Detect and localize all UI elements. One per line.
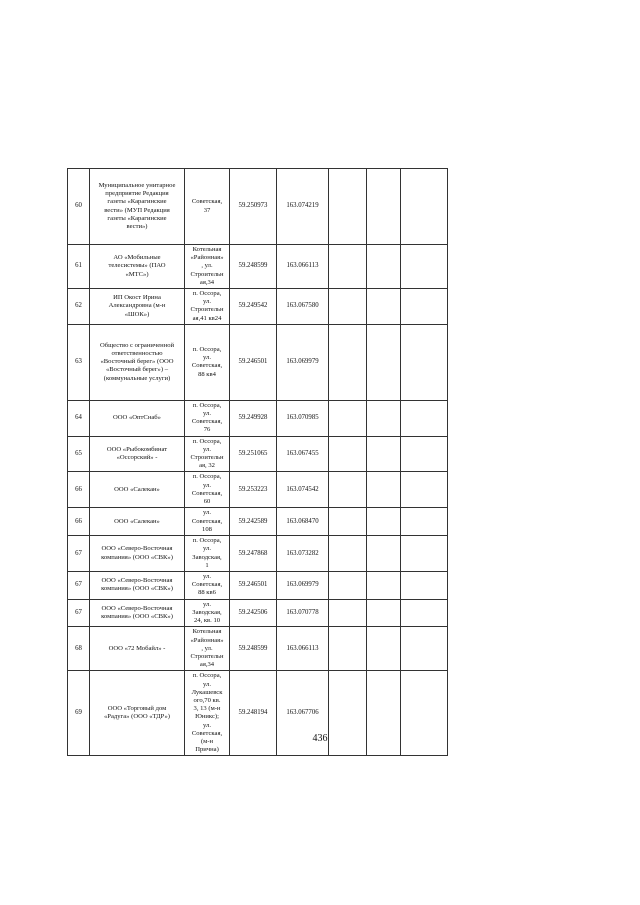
longitude-cell: 163.070778 <box>277 599 329 627</box>
table-body <box>68 169 448 756</box>
latitude-cell: 59.242506 <box>230 599 277 627</box>
latitude-cell: 59.251065 <box>230 436 277 472</box>
empty-cell <box>329 536 367 572</box>
latitude-cell: 59.250973 <box>230 169 277 245</box>
organization-name-cell: ООО «Салекан» <box>90 508 185 536</box>
table-row <box>68 245 448 289</box>
longitude-cell: 163.074542 <box>277 472 329 508</box>
address-cell: п. Оссора, ул. Лукашевск ого,70 кв. 3, 13 (м-н Юникс); ул. Советская, (м-н Прична) <box>185 671 230 756</box>
empty-cell <box>329 627 367 671</box>
latitude-cell: 59.249542 <box>230 289 277 325</box>
longitude-cell: 163.070985 <box>277 400 329 436</box>
organization-name-cell: ООО «Рыбокомбинат «Оссорский» - <box>90 436 185 472</box>
organization-name-cell: ООО «Северо-Восточная компания» (ООО «СВК») <box>90 536 185 572</box>
empty-cell <box>401 400 448 436</box>
empty-cell <box>329 289 367 325</box>
organization-name-cell: Муниципальное унитарное предприятие Редакция газеты «Карагинские вести» (МУП Редакция газеты «Карагинские вести») <box>90 169 185 245</box>
empty-cell <box>367 324 401 400</box>
address-cell: п. Оссора, ул. Заводская, 1 <box>185 536 230 572</box>
latitude-cell: 59.246501 <box>230 572 277 600</box>
address-cell: п. Оссора, ул. Строительн ая, 32 <box>185 436 230 472</box>
empty-cell <box>329 245 367 289</box>
organization-name-cell: ООО «72 Мобайл» - <box>90 627 185 671</box>
organization-name-cell: ООО «Салекан» <box>90 472 185 508</box>
row-number-cell: 68 <box>68 627 90 671</box>
row-number-cell: 67 <box>68 572 90 600</box>
longitude-cell: 163.074219 <box>277 169 329 245</box>
row-number-cell: 69 <box>68 671 90 756</box>
longitude-cell: 163.066113 <box>277 245 329 289</box>
table-row <box>68 472 448 508</box>
address-cell: Советская, 37 <box>185 169 230 245</box>
row-number-cell: 64 <box>68 400 90 436</box>
page-number: 436 <box>312 733 328 744</box>
address-cell: п. Оссора, ул. Строительн ая,41 кв24 <box>185 289 230 325</box>
longitude-cell: 163.067580 <box>277 289 329 325</box>
longitude-cell: 163.067706 <box>277 671 329 756</box>
empty-cell <box>401 572 448 600</box>
empty-cell <box>367 436 401 472</box>
row-number-cell: 65 <box>68 436 90 472</box>
latitude-cell: 59.246501 <box>230 324 277 400</box>
empty-cell <box>329 572 367 600</box>
table-row <box>68 324 448 400</box>
latitude-cell: 59.249928 <box>230 400 277 436</box>
empty-cell <box>367 400 401 436</box>
row-number-cell: 61 <box>68 245 90 289</box>
address-cell: ул. Советская, 88 кв6 <box>185 572 230 600</box>
empty-cell <box>367 472 401 508</box>
empty-cell <box>329 400 367 436</box>
empty-cell <box>329 324 367 400</box>
address-cell: ул. Советская, 108 <box>185 508 230 536</box>
table-row <box>68 536 448 572</box>
latitude-cell: 59.247868 <box>230 536 277 572</box>
empty-cell <box>401 245 448 289</box>
row-number-cell: 67 <box>68 536 90 572</box>
row-number-cell: 62 <box>68 289 90 325</box>
empty-cell <box>367 599 401 627</box>
empty-cell <box>367 508 401 536</box>
empty-cell <box>401 627 448 671</box>
address-cell: п. Оссора, ул. Советская, 88 кв4 <box>185 324 230 400</box>
latitude-cell: 59.253223 <box>230 472 277 508</box>
address-cell: Котельная «Районная» , ул. Строительн ая,34 <box>185 627 230 671</box>
organization-name-cell: ООО «Северо-Восточная компания» (ООО «СВК») <box>90 599 185 627</box>
organization-name-cell: ООО «ОптСнаб» <box>90 400 185 436</box>
empty-cell <box>401 536 448 572</box>
row-number-cell: 60 <box>68 169 90 245</box>
empty-cell <box>401 324 448 400</box>
organization-name-cell: Общество с ограниченной ответственностью «Восточный берег» (ООО «Восточный берег») – (коммунальные услуги) <box>90 324 185 400</box>
empty-cell <box>401 599 448 627</box>
table-row <box>68 436 448 472</box>
organization-name-cell: АО «Мобильные телесистемы» (ПАО «МТС») <box>90 245 185 289</box>
longitude-cell: 163.067455 <box>277 436 329 472</box>
table-row <box>68 169 448 245</box>
row-number-cell: 67 <box>68 599 90 627</box>
row-number-cell: 63 <box>68 324 90 400</box>
empty-cell <box>401 508 448 536</box>
longitude-cell: 163.068470 <box>277 508 329 536</box>
table-row <box>68 627 448 671</box>
empty-cell <box>329 436 367 472</box>
latitude-cell: 59.248599 <box>230 627 277 671</box>
empty-cell <box>329 599 367 627</box>
organization-name-cell: ООО «Северо-Восточная компания» (ООО «СВК») <box>90 572 185 600</box>
empty-cell <box>367 627 401 671</box>
table-row <box>68 508 448 536</box>
row-number-cell: 66 <box>68 472 90 508</box>
organization-name-cell: ИП Окост Ирина Александровна (м-н «ШОК») <box>90 289 185 325</box>
empty-cell <box>367 169 401 245</box>
empty-cell <box>401 472 448 508</box>
organizations-table <box>67 168 448 756</box>
longitude-cell: 163.069979 <box>277 324 329 400</box>
empty-cell <box>401 436 448 472</box>
table-row <box>68 289 448 325</box>
longitude-cell: 163.069979 <box>277 572 329 600</box>
latitude-cell: 59.248599 <box>230 245 277 289</box>
table-row <box>68 400 448 436</box>
organization-name-cell: ООО «Торговый дом «Радуга» (ООО «ТДР») <box>90 671 185 756</box>
table-row <box>68 599 448 627</box>
row-number-cell: 66 <box>68 508 90 536</box>
address-cell: ул. Заводская, 24, кв. 10 <box>185 599 230 627</box>
latitude-cell: 59.248194 <box>230 671 277 756</box>
empty-cell <box>401 289 448 325</box>
empty-cell <box>329 472 367 508</box>
longitude-cell: 163.066113 <box>277 627 329 671</box>
empty-cell <box>367 245 401 289</box>
table-row <box>68 572 448 600</box>
empty-cell <box>329 508 367 536</box>
address-cell: п. Оссора, ул. Советская, 76 <box>185 400 230 436</box>
address-cell: п. Оссора, ул. Советская, 60 <box>185 472 230 508</box>
empty-cell <box>367 572 401 600</box>
empty-cell <box>329 169 367 245</box>
longitude-cell: 163.073282 <box>277 536 329 572</box>
empty-cell <box>367 536 401 572</box>
empty-cell <box>401 169 448 245</box>
empty-cell <box>367 289 401 325</box>
address-cell: Котельная «Районная» , ул. Строительн ая,34 <box>185 245 230 289</box>
latitude-cell: 59.242589 <box>230 508 277 536</box>
